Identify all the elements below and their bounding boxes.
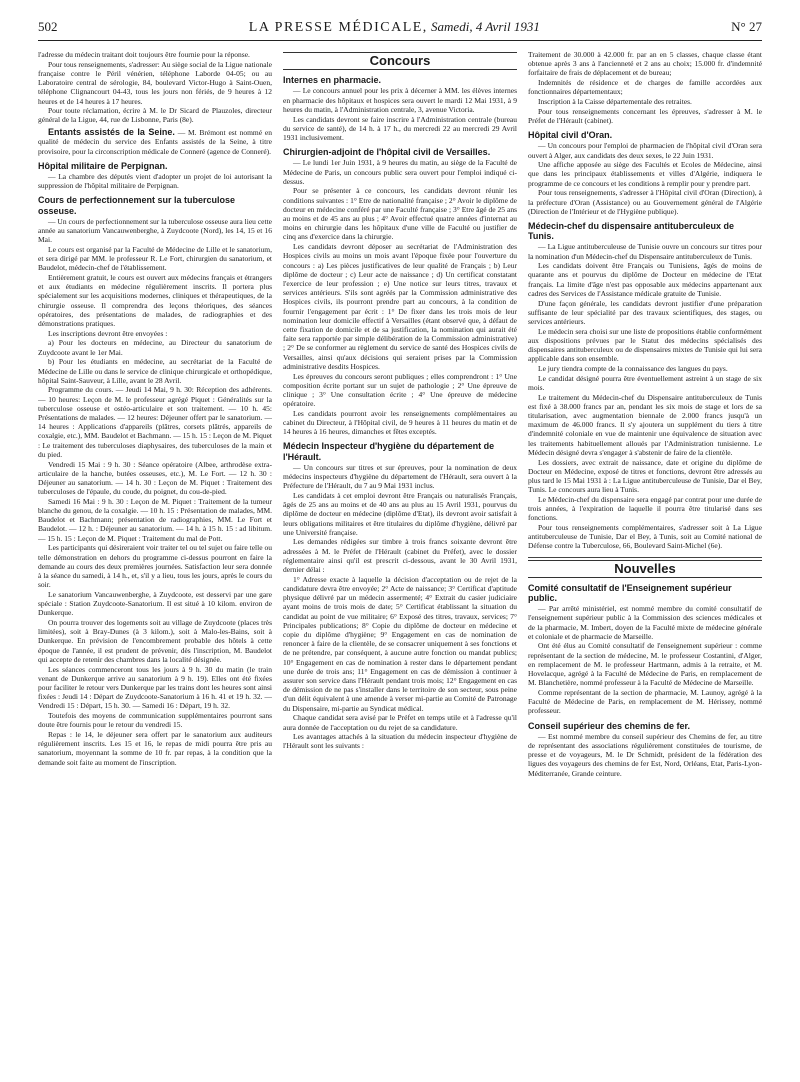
paragraph: — Par arrêté ministériel, est nommé membre du comité consultatif de l'enseignement supérieur public à la Commission des sciences médicales et de la pharmacie, M. Imbert, doyen de la Faculté mixte de médecine générale et coloniale et de pharmacie de Marseille. xyxy=(528,604,762,641)
masthead xyxy=(38,14,762,40)
paragraph: Le sanatorium Vancauwenberghe, à Zuydcoote, est desservi par une gare spéciale : Station Zuydcoote-Sanatorium. Il est situé à 10 kilom. environ de Dunkerque. xyxy=(38,589,272,618)
paragraph: Vendredi 15 Mai : 9 h. 30 : Séance opératoire (Albee, arthrodèse extra-articulaire de la hanche, butées osseuses, etc.), M. Le Fort. — 12 h. 30 : Déjeuner au sanatorium. — 14 h. 30 : Leçon de M. Piquet : Traitement des tuberculoses de l'épaule, du coude, du poignet, du cou-de-pied. xyxy=(38,459,272,497)
section-divider xyxy=(528,557,762,558)
journal-title: LA PRESSE MÉDICALE, xyxy=(248,19,428,35)
paragraph: a) Pour les docteurs en médecine, au Directeur du sanatorium de Zuydcoote avant le 1er Mai. xyxy=(38,338,272,357)
article-body: — M. Brémont est nommé en qualité de médecin du service des Enfants assistés de la Seine, à titre provisoire, pour la circonscription médicale de Conneré (agence de Conneré). xyxy=(38,128,272,156)
issue-number: N° 27 xyxy=(731,19,762,34)
paragraph: — La Ligue antituberculeuse de Tunisie ouvre un concours sur titres pour la nomination d'un Médecin-chef du Dispensaire antituberculeux de Tunis. xyxy=(528,242,762,261)
article-heading-cours: Cours de perfectionnement sur la tuberculose osseuse. xyxy=(38,195,236,216)
paragraph: Repas : le 14, le déjeuner sera offert par le sanatorium aux auditeurs régulièrement inscrits. Les 15 et 16, le repas de midi pourra être pris au sanatorium, moyennant la somme de 10 fr. par repas, à la condition que la demande soit faite au moment de l'inscription. xyxy=(38,729,272,767)
paragraph: Les inscriptions devront être envoyées : xyxy=(48,328,168,338)
masthead-rule xyxy=(38,40,762,41)
paragraph: Pour se présenter à ce concours, les candidats devront réunir les conditions suivantes : 1° Etre de nationalité française ; 2° Avoir le diplôme de docteur en médecine conféré par une Faculté française ; 3° Etre âgé de 25 ans au moins et de 45 ans au plus ; 4° Avoir effectué quatre années d'internat au moins en chirurgie dans les hôpitaux d'une ville de Faculté ou justifier de cinq ans d'exercice dans la chirurgie. xyxy=(283,186,517,242)
paragraph: Inscription à la Caisse départementale des retraites. xyxy=(538,97,692,107)
paragraph: — Un cours de perfectionnement sur la tuberculose osseuse aura lieu cette année au sanatorium Vancauwenberghe, à Zuydcoote (Nord), les 14, 15 et 16 Mai. xyxy=(38,216,272,245)
paragraph: Le candidat désigné pourra être éventuellement astreint à un stage de six mois. xyxy=(528,373,762,392)
article-entants xyxy=(38,128,272,156)
paragraph: Le traitement du Médecin-chef du Dispensaire antituberculeux de Tunis est fixé à 38.000 francs par an, pendant les six mois de stage et lors de sa titularisation, avec augmentation biennale de 2.000 francs jusqu'à un maximum de 46.000 francs. Il s'y ajoutera un supplément du tiers à titre d'indemnité coloniale en vue de maintenir une équivalence de situation avec les traitements habituellement alloués par l'Administration tunisienne. Le Médecin désigné devra s'engager à s'abstenir de faire de la clientèle. xyxy=(528,392,762,457)
paragraph: — Un concours pour l'emploi de pharmacien de l'hôpital civil d'Oran sera ouvert à Alger, aux candidats des deux sexes, le 22 Juin 1931. xyxy=(528,141,762,160)
paragraph: Les candidats devront déposer au secrétariat de l'Administration des Hospices civils au moins un mois avant l'époque fixée pour l'ouverture du concours : a) Les pièces justificatives de leur qualité de Français ; b) Leur diplôme de docteur ; c) Leur acte de naissance ; d) Un certificat constatant l'exercice de leur profession ; e) Une notice sur leurs titres, travaux et services antérieurs. S'ils sont agréés par la Commission administrative des Hospices civils, ils pourront prendre part au concours, à la condition de fournir l'engagement par écrit : 1° De fixer dans les trois mois de leur nomination leur domicile effectif à Versailles (étant observé que, à défaut de cette fixation de domicile et de sa justification, la nomination qui aurait été faite sera rapportée par simple délibération de la Commission administrative) ; 2° De se conformer au règlement du service de santé des Hospices civils de Versailles, ainsi qu'aux décisions qui seraient prises par la Commission administrative desdits Hospices. xyxy=(283,242,517,371)
paragraph: Samedi 16 Mai : 9 h. 30 : Leçon de M. Piquet : Traitement de la tumeur blanche du genou, de la coxalgie. — 10 h. 15 : Présentation de malades, MM. Baudelot et Bachmann; présentation de radiographies, MM. Le Fort et Baudelot. — 12 h. : Déjeuner au sanatorium. — 14 h. à 15 h. 15 : ad libitum. — 15 h. 15 : Leçon de M. Piquet : Traitement du mal de Pott. xyxy=(38,496,272,543)
paragraph: Les dossiers, avec extrait de naissance, date et origine du diplôme de Docteur en Médecine, exposé de titres et fonctions, devront être adressés au plus tard le 15 Mai 1931 à : La Ligue antituberculeuse de Tunisie, Dar el Bey, Tunis. Le concours aura lieu à Tunis. xyxy=(528,457,762,495)
paragraph: Les candidats devront se faire inscrire à l'Administration centrale (bureau du service de santé), de 14 h. à 17 h., du mercredi 22 au mercredi 29 Avril 1931 inclusivement. xyxy=(283,114,517,142)
paragraph: b) Pour les étudiants en médecine, au secrétariat de la Faculté de Médecine de Lille ou dans le service de clinique chirurgicale et orthopédique, hôpital Saint-Sauveur, à Lille, avant le 28 Avril. xyxy=(38,357,272,385)
paragraph: Les candidats à cet emploi devront être Français ou naturalisés Français, âgés de 25 ans au moins et de 40 ans au plus au 15 Avril 1931, pourvus du diplôme de docteur en médecine (diplôme d'Etat), ils devront avoir satisfait à leurs obligations militaires et être titulaires du diplôme d'hygiène, délivré par une Université française. xyxy=(283,490,517,537)
section-title-nouvelles: Nouvelles xyxy=(528,560,762,578)
paragraph: Ont été élus au Comité consultatif de l'enseignement supérieur : comme représentant de la section de médecine, M. le professeur Costantini, d'Alger, en remplacement de M. le professeur Hartmann, admis à la retraite, et M. Hovelacque, agrégé à la Faculté de Médecine de Paris, en remplacement de M. Blanchetière, nommé professeur à la Faculté de Médecine de Marseille. xyxy=(528,641,762,688)
article-heading-conseil: Conseil supérieur des chemins de fer. xyxy=(528,720,691,731)
paragraph: l'adresse du médecin traitant doit toujours être fournie pour la réponse. xyxy=(38,50,250,59)
paragraph: — Est nommé membre du conseil supérieur des Chemins de fer, au titre de représentant des associations régulièrement constituées de tourisme, de presse et de voyageurs, M. le Dr Schmidt, président de la fédération des ligues des voyageurs des chemins de fer Est, Nord, Orléans, Etat, Paris-Lyon-Méditerranée, Grande ceinture. xyxy=(528,731,762,778)
article-heading: Entants assistés de la Seine. xyxy=(48,127,175,138)
paragraph: — Le lundi 1er Juin 1931, à 9 heures du matin, au siège de la Faculté de Médecine de Paris, un concours public sera ouvert pour l'emploi indiqué ci-dessus. xyxy=(283,158,517,186)
paragraph: Traitement de 30.000 à 42.000 fr. par an en 5 classes, chaque classe étant obtenue après 3 ans à l'ancienneté et 2 ans au choix; 15.000 fr. d'indemnité forfaitaire de frais de déplacement et de bureau; xyxy=(528,50,762,78)
paragraph: Pour toute réclamation, écrire à M. le Dr Sicard de Plauzoles, directeur général de la Ligue, 44, rue de Lisbonne, Paris (8e). xyxy=(38,106,272,125)
paragraph: Programme du cours. — Jeudi 14 Mai, 9 h. 30: Réception des adhérents. — 10 heures: Leçon de M. le professeur agrégé Piquet : Généralités sur la tuberculose osseuse et ostéo-articulaire et son traitement. — 10 h. 45: Présentations de malades. — 12 heures: Déjeuner offert par le sanatorium. — 14 heures : Applications d'appareils (plâtres, corsets plâtrés, appareils de coxalgie, etc.), MM. Baudelot et Bachmann. — 15 h. 15 : Leçon de M. Piquet : Le traitement des tuberculoses diaphysaires, des tuberculoses de la main et du pied. xyxy=(38,385,272,459)
article-heading-oran: Hôpital civil d'Oran. xyxy=(528,130,613,141)
paragraph: Une affiche apposée au siège des Facultés et Ecoles de Médecine, ainsi que dans les principaux établissements et villes d'Algérie, indiquera le programme de ce concours et les conditions à remplir pour y prendre part. xyxy=(528,160,762,188)
paragraph: 1° Adresse exacte à laquelle la décision d'acceptation ou de rejet de la candidature devra être envoyée; 2° Acte de naissance; 3° Certificat d'aptitude physique délivré par un médecin assermenté; 4° Extrait du casier judiciaire ayant moins de trois mois de date; 5° Certificat établissant la situation du candidat au point de vue militaire; 6° Exposé des titres, travaux, services; 7° Principales publications; 8° Copie du diplôme de docteur en médecine et copie du diplôme d'hygiène; 9° Engagement en cas de nomination de renoncer à faire de la clientèle, de se consacrer uniquement à ses fonctions et de ne prétendre, par conséquent, à aucune autre fonction ou mandat publics; 10° Engagement en cas de nomination à rester dans le département pendant une durée de trois ans; 11° Engagement en cas de démission à continuer à assurer son service dans l'Hérault pendant trois mois; 12° Engagement en cas de démission de ne pas s'installer dans le territoire de son secteur, sous peine d'un délit équivalent à une amende à verser mi-partie au Comité de Patronage du Dispensaire, mi-partie au Syndicat médical. xyxy=(283,574,517,713)
column-3 xyxy=(528,50,762,1066)
paragraph: On pourra trouver des logements soit au village de Zuydcoote (places très limitées), soit à Bray-Dunes (à 3 kilom.), soit à Malo-les-Bains, soit à Dunkerque. En prévision de l'encombrement probable des hôtels à cette époque de l'année, il est prudent de prévenir, dès l'inscription, M. Baudelot qui accepte de retenir des chambres dans la localité désignée. xyxy=(38,617,272,664)
article-heading-herault: Médecin Inspecteur d'hygiène du département de l'Hérault. xyxy=(283,441,495,462)
paragraph: Le Médecin-chef du dispensaire sera engagé par contrat pour une durée de trois années, à l'expiration de laquelle il pourra être titularisé dans ses fonctions. xyxy=(528,494,762,523)
paragraph: Les participants qui désireraient voir traiter tel ou tel sujet ou faire telle ou telle démonstration en dehors du programme ci-dessus pourront en faire la demande au cours des deux premières journées. Satisfaction leur sera donnée à la séance du samedi, à 14 h., et, s'il y a lieu, tous les jours, après le cours du soir. xyxy=(38,543,272,590)
paragraph: Indemnités de résidence et de charges de famille accordées aux fonctionnaires départementaux; xyxy=(528,78,762,97)
column-2 xyxy=(283,50,517,1066)
paragraph: Pour tous renseignements, s'adresser: Au siège social de la Ligue nationale française contre le Péril vénérien, téléphone Laborde 04-05; ou au Laboratoire central de sérologie, 84, boulevard Victor-Hugo à Saint-Ouen, téléphone Clignancourt 04-43, tous les jours non fériés, de 9 heures à 12 heures et de 14 heures à 17 heures. xyxy=(38,59,272,106)
column-1 xyxy=(38,50,272,1066)
paragraph: Le cours est organisé par la Faculté de Médecine de Lille et le sanatorium, et sera dirigé par MM. le professeur R. Le Fort, chirurgien du sanatorium, et Baudelot, médecin-chef de l'établissement. xyxy=(38,244,272,273)
section-title-concours: Concours xyxy=(283,52,517,70)
article-body: — La chambre des députés vient d'adopter un projet de loi autorisant la suppression de l'hôpital militaire de Perpignan. xyxy=(38,171,272,191)
article-heading-internes: Internes en pharmacie. xyxy=(283,75,382,86)
paragraph: Le jury tiendra compte de la connaissance des langues du pays. xyxy=(538,364,728,373)
paragraph: Pour tous renseignements concernant les épreuves, s'adresser à M. le Préfet de l'Hérault (cabinet). xyxy=(528,106,762,125)
paragraph: — Un concours sur titres et sur épreuves, pour la nomination de deux médecins inspecteurs d'hygiène du département de l'Hérault, sera ouvert à la Préfecture de l'Hérault, du 7 au 9 Mai 1931 inclus. xyxy=(283,462,517,491)
paragraph: Les candidats doivent être Français ou Tunisiens, âgés de moins de quarante ans et pourvus du diplôme de Docteur en médecine de l'Etat français. La limite d'âge n'est pas opposable aux médecins appartenant aux cadres des Services de l'Assistance médicale gratuite de Tunisie. xyxy=(528,261,762,298)
paragraph: Les avantages attachés à la situation du médecin inspecteur d'hygiène de l'Hérault sont les suivants : xyxy=(283,732,517,751)
paragraph: Pour tous renseignements, s'adresser à l'Hôpital civil d'Oran (Direction), à la préfecture d'Oran (Assistance) ou au Gouvernement général de l'Algérie (Direction de l'Intérieur et de l'Hygiène publique). xyxy=(528,188,762,216)
paragraph: Pour tous renseignements complémentaires, s'adresser soit à La Ligue antituberculeuse de Tunisie, Dar el Bey, à Tunis, soit au Comité national de Défense contre la Tuberculose, 66, Boulevard Saint-Michel (6e). xyxy=(528,522,762,551)
paragraph: Le médecin sera choisi sur une liste de propositions établie conformément aux dispositions prévues par le Statut des médecins spécialisés des dispensaires antituberculeux ou de dispensaires mixtes de Tunisie qui lui sera applicable dans son ensemble. xyxy=(528,326,762,364)
article-heading-tunis: Médecin-chef du dispensaire antituberculeux de Tunis. xyxy=(528,220,735,242)
paragraph: Les épreuves du concours seront publiques ; elles comprendront : 1° Une composition écrite portant sur un sujet de pathologie ; 2° Une épreuve de clinique ; 3° Une consultation écrite ; 4° Une épreuve de médecine opératoire. xyxy=(283,371,517,409)
journal-and-date xyxy=(249,19,540,36)
article-heading-perpignan: Hôpital militaire de Perpignan. xyxy=(38,160,168,171)
article-heading-comite: Comité consultatif de l'Enseignement supérieur public. xyxy=(528,582,732,603)
paragraph: D'une façon générale, les candidats devront justifier d'une préparation suffisante de leur spécialité par des travaux scientifiques, des stages, ou services antérieurs. xyxy=(528,298,762,326)
paragraph: Les demandes rédigées sur timbre à trois francs soixante devront être adressées à M. le Préfet de l'Hérault (cabinet du Préfet), avec le dossier réglementaire ainsi qu'il est prescrit ci-dessous, avant le 30 Avril 1931, dernier délai : xyxy=(283,537,517,575)
paragraph: Les candidats pourront avoir les renseignements complémentaires au cabinet du Directeur, à l'Hôpital civil, de 9 heures à 11 heures du matin et de 14 heures à 16 heures, dimanches et fêtes exceptés. xyxy=(283,408,517,437)
paragraph: Entièrement gratuit, le cours est ouvert aux médecins français et étrangers et aux étudiants en médecine régulièrement inscrits. Il portera plus spécialement sur les acquisitions modernes, cliniques et thérapeutiques, de la chirurgie osseuse. Il comprendra des leçons théoriques, des séances opératoires, des présentations de malades, de radiographies et des démonstrations pratiques. xyxy=(38,272,272,328)
issue-date: Samedi, 4 Avril 1931 xyxy=(431,18,540,34)
article-heading-chirurgien: Chirurgien-adjoint de l'hôpital civil de Versailles. xyxy=(283,147,491,158)
page-number: 502 xyxy=(38,19,58,34)
paragraph: Les séances commenceront tous les jours à 9 h. 30 du matin (le train venant de Dunkerque arrive au sanatorium à 9 h. 19). Elles ont été fixées pour faciliter le retour vers Dunkerque par les trains dont les heures sont ainsi fixées : Jeudi 14 : Départ de Zuydcoote-Sanatorium à 16 h. 41 et 19 h. 32. — Vendredi 15 : Départ, 15 h. 30. — Samedi 16 : Départ, 19 h. 32. xyxy=(38,664,272,711)
paragraph: Comme représentant de la section de pharmacie, M. Launoy, agrégé à la Faculté de Médecine de Paris, en remplacement de M. Hérissey, nommé professeur. xyxy=(528,688,762,716)
paragraph: — Le concours annuel pour les prix à décerner à MM. les élèves internes en pharmacie des hôpitaux et hospices sera ouvert le mardi 12 Mai 1931, à 9 heures du matin, à l'Administration centrale, 3, avenue Victoria. xyxy=(283,86,517,114)
paragraph: Toutefois des moyens de communication supplémentaires pourront sans doute être fournis pour le retour du vendredi 15. xyxy=(38,711,272,730)
paragraph: Chaque candidat sera avisé par le Préfet en temps utile et à l'adresse qu'il aura donnée de l'acceptation ou du rejet de sa candidature. xyxy=(283,713,517,732)
